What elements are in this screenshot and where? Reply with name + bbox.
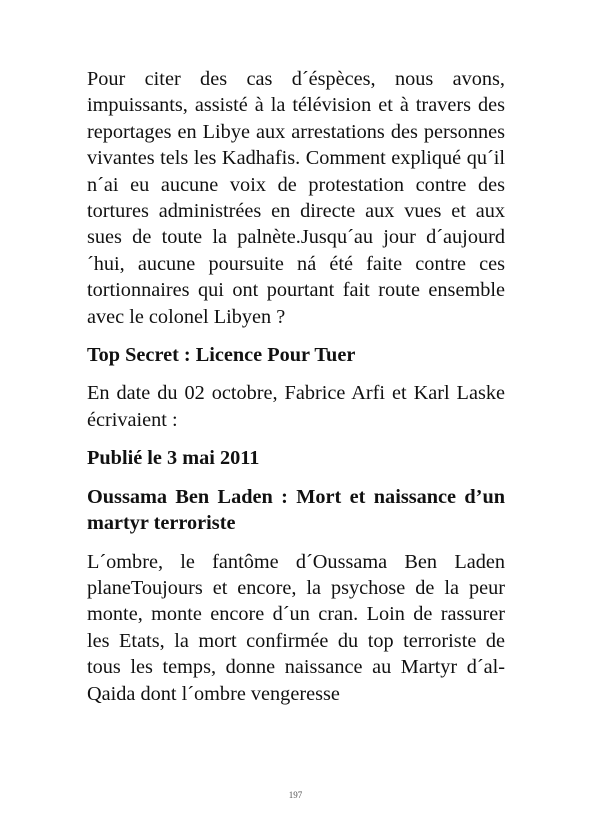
paragraph-ben-laden-shadow: L´ombre, le fantôme d´Oussama Ben Laden planeToujours et encore, la psychose de la peur monte, monte encore d´un cran. Loin de rassurer les Etats, la mort confirmée du top terroriste de tous les temps, donne naissance au Martyr d´al-Qaida dont l´ombre vengeresse bbox=[87, 550, 505, 705]
page-content bbox=[87, 66, 505, 719]
heading-ben-laden: Oussama Ben Laden : Mort et naissance d’un martyr terroriste bbox=[87, 485, 505, 535]
heading-top-secret: Top Secret : Licence Pour Tuer bbox=[87, 344, 356, 367]
paragraph-arfi-laske: En date du 02 octobre, Fabrice Arfi et Karl Laske écrivaient : bbox=[87, 382, 505, 431]
page-number: 197 bbox=[288, 790, 303, 800]
heading-publication-date: Publié le 3 mai 2011 bbox=[87, 447, 260, 470]
paragraph-kadhafi-arrests: Pour citer des cas d´éspèces, nous avons, impuissants, assisté à la télévision et à travers des reportages en Libye aux arrestations des personnes vivantes tels les Kadhafis. Comment expliqué qu´il n´ai eu aucune voix de protestation contre des tortures administrées en directe aux vues et aux sues de toute la palnète.Jusqu´au jour d´aujourd´hui, aucune poursuite ná été faite contre ces tortionnaires qui ont pourtant fait route ensemble avec le colonel Libyen ? bbox=[87, 68, 505, 328]
